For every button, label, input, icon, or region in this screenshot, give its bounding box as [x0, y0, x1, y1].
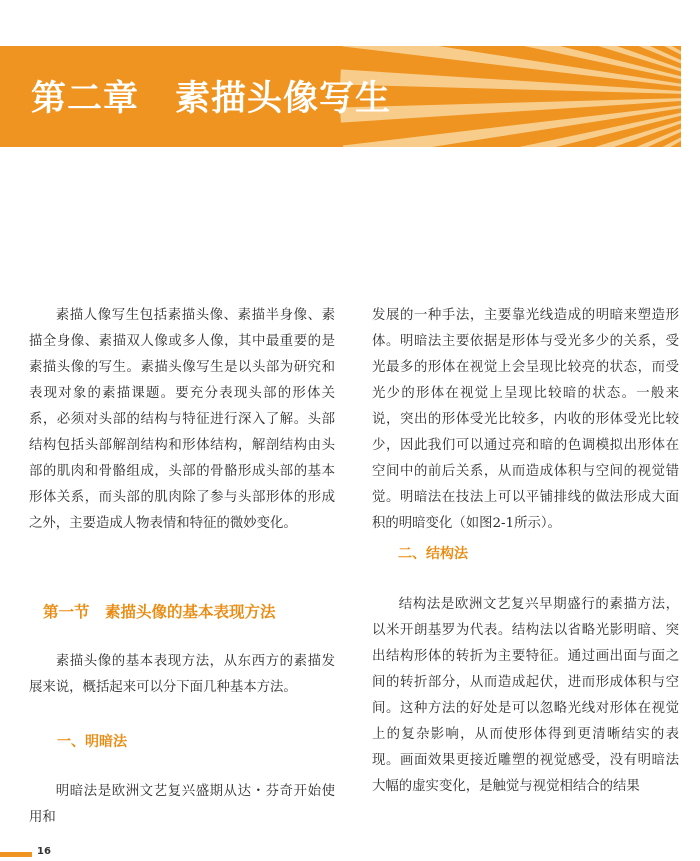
intro-paragraph: 素描人像写生包括素描头像、素描半身像、素描全身像、素描双人像或多人像，其中最重要的是素描头像的写生。素描头像写生是以头部为研究和表现对象的素描课题。要充分表现头部的形体关系，必须对头部的结构与特征进行深入了解。头部结构包括头部解剖结构和形体结构，解剖结构由头部的肌肉和骨骼组成，头部的骨骼形成头部的基本形体关系，而头部的肌肉除了参与头部形体的形成之外，主要造成人物表情和特征的微妙变化。 — [29, 308, 335, 531]
section-paragraph: 素描头像的基本表现方法，从东西方的素描发展来说，概括起来可以分下面几种基本方法。 — [29, 654, 335, 695]
page-number: 16 — [37, 846, 51, 857]
chapter-title: 第二章 素描头像写生 — [31, 79, 392, 119]
subheading-chiaroscuro: 一、明暗法 — [57, 734, 127, 750]
sunburst-ray — [340, 69, 681, 96]
section-heading: 第一节 素描头像的基本表现方法 — [43, 603, 276, 621]
intro-text — [29, 303, 335, 537]
method1-paragraph-continued: 发展的一种手法，主要靠光线造成的明暗来塑造形体。明暗法主要依据是形体与受光多少的关系，受光最多的形体在视觉上会呈现比较亮的状态，而受光少的形体在视觉上呈现比较暗的状态。一般来说，突出的形体受光比较多，内收的形体受光比较少，因此我们可以通过亮和暗的色调模拟出形体在空间中的前后关系，从而造成体积与空间的视觉错觉。明暗法在技法上可以平铺排线的做法形成大面积的明暗变化（如图2-1所示）。 — [372, 308, 679, 531]
sunburst-ray — [340, 96, 681, 123]
method1-paragraph-start: 明暗法是欧洲文艺复兴盛期从达・芬奇开始使用和 — [29, 784, 335, 825]
method2-paragraph: 结构法是欧洲文艺复兴早期盛行的素描方法，以米开朗基罗为代表。结构法以省略光影明暗、突出结构形体的转折为主要特征。通过画出面与面之间的转折部分，从而造成起伏，进而形成体积与空间。这种方法的好处是可以忽略光线对形体在视觉上的复杂影响，从而使形体得到更清晰结实的表现。画面效果更接近雕塑的视觉感受，没有明暗法大幅的虚实变化，是触觉与视觉相结合的结果 — [372, 597, 679, 794]
footer-accent-bar — [0, 852, 32, 857]
subheading-structure: 二、结构法 — [398, 546, 468, 562]
method2-text — [372, 592, 679, 800]
method1-text-continued — [372, 303, 679, 537]
method1-text-start — [29, 779, 335, 831]
section-intro-text — [29, 649, 335, 701]
